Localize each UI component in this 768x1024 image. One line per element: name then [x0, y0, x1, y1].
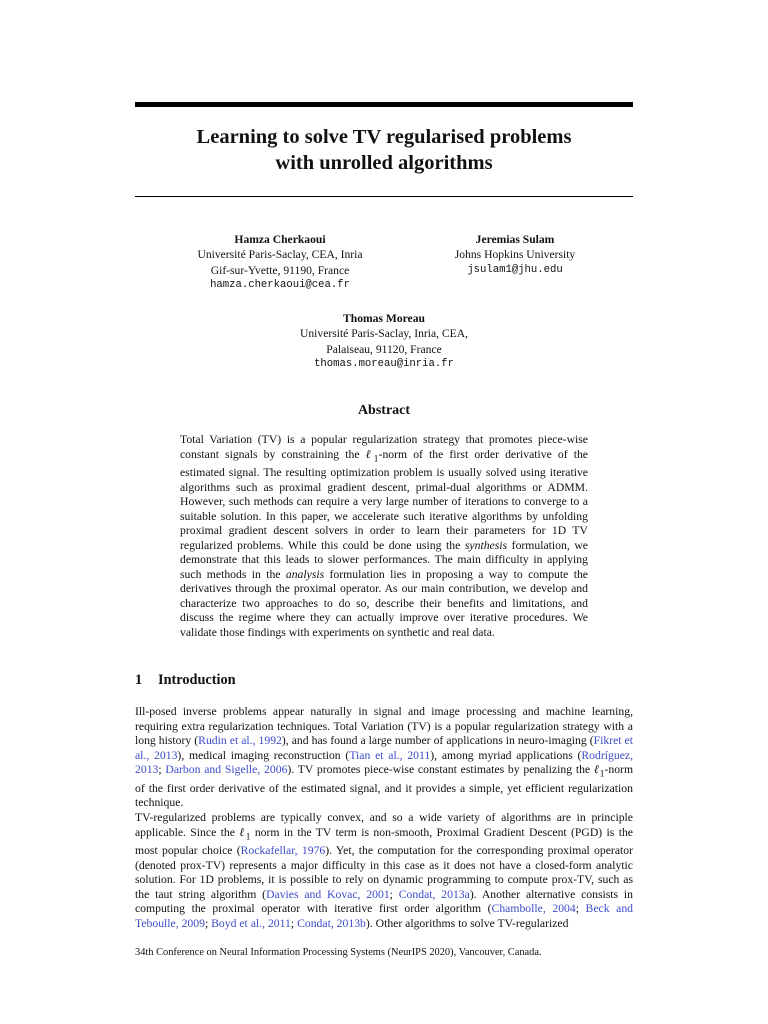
- ell-symbol: ℓ: [593, 763, 600, 776]
- author-name: Hamza Cherkaoui: [234, 233, 326, 246]
- author-email[interactable]: jsulam1@jhu.edu: [467, 263, 563, 276]
- citation-link[interactable]: Rudin et al., 1992: [198, 734, 282, 747]
- conference-footnote: 34th Conference on Neural Information Processing Systems (NeurIPS 2020), Vancouver, Canada.: [135, 947, 542, 958]
- author-name: Jeremias Sulam: [475, 233, 555, 246]
- emph-synthesis: synthesis: [464, 538, 508, 552]
- body-text: -norm of the first order derivative of the estimated signal, and it provides a simple, yet efficient regularization technique.: [135, 763, 634, 810]
- citation-author: Beck and Teboulle: [135, 902, 634, 930]
- abstract-text: Total Variation (TV) is a popular regularization strategy that promotes piece-wise constant signals by constraining the: [180, 433, 588, 461]
- citation-author: Darbon and Sigelle: [165, 763, 258, 776]
- citation-link[interactable]: Fikret et al., 2013: [135, 734, 633, 762]
- body-text: ). TV promotes piece-wise constant estimates by penalizing the: [287, 763, 594, 776]
- section-number: 1: [135, 672, 143, 688]
- intro-paragraph-2: TV-regularized problems are typically convex, and so a wide variety of algorithms are in principle applicable. Since the ℓ$_1$ norm in the TV term is non-smooth, Proximal Gradient Descent (PGD) is the most popular choice (Rockafellar, 1976). Yet, the computation for the corresponding proximal operator (denoted prox-TV) represents a major difficulty in this case as it does not have a closed-form analytic solution. For 1D problems, it is possible to rely on dynamic programming to compute prox-TV, such as the taut string algorithm (Davies and Kovac, 2001; Condat, 2013a). Another alternative consists in computing the proximal operator with iterative first order algorithm (Chambolle, 2004; Beck and Teboulle, 2009; Boyd et al., 2011; Condat, 2013b). Other algorithms to solve TV-regularized: [135, 811, 634, 930]
- citation-year: 2001: [366, 887, 390, 901]
- citation-year: 2011: [267, 916, 291, 930]
- citation-link[interactable]: Rodríguez, 2013: [135, 748, 633, 776]
- author-affiliation: Université Paris-Saclay, CEA, Inria: [197, 248, 363, 262]
- paper-title: [135, 124, 633, 176]
- author-affiliation: Université Paris-Saclay, Inria, CEA,: [300, 327, 468, 341]
- citation-link[interactable]: Boyd et al., 2011: [211, 916, 291, 930]
- emph-analysis: analysis: [285, 567, 325, 581]
- subscript: 1: [599, 768, 605, 780]
- citation-author: Rockafellar: [240, 844, 295, 858]
- citation-link[interactable]: Condat, 2013a: [398, 887, 470, 901]
- body-text: norm in the TV term is non-smooth, Proximal Gradient Descent (PGD) is the most popular choice (: [135, 825, 633, 858]
- body-text: ), among myriad applications (: [430, 748, 582, 762]
- body-text: ), medical imaging reconstruction (: [177, 748, 350, 762]
- abstract-text: formulation, we demonstrate that this leads to slower performances. The main difficulty in applying such methods in the: [180, 538, 588, 581]
- citation-year: 2013: [135, 763, 159, 776]
- citation-link[interactable]: Rockafellar, 1976: [240, 844, 326, 858]
- subscript: 1: [373, 452, 379, 464]
- author-address: Gif-sur-Yvette, 91190, France: [210, 263, 350, 277]
- ell-symbol: ℓ: [365, 447, 374, 461]
- citation-year: 2013b: [336, 916, 366, 930]
- citation-year: 2006: [264, 763, 288, 776]
- intro-paragraph-1: Ill-posed inverse problems appear naturally in signal and image processing and machine learning, requiring extra regularization techniques. Total Variation (TV) is a popular regularization strategy with a long history (Rudin et al., 1992), and has found a large number of applications in neuro-imaging (Fikret et al., 2013), medical imaging reconstruction (Tian et al., 2011), among myriad applications (Rodríguez, 2013; Darbon and Sigelle, 2006). TV promotes piece-wise constant estimates by penalizing the ℓ$_1$-norm of the first order derivative of the estimated signal, and it provides a simple, yet efficient regularization technique.: [135, 705, 634, 810]
- author-block-3: [234, 311, 534, 373]
- citation-year: 2004: [552, 902, 576, 916]
- citation-link[interactable]: Condat, 2013b: [297, 916, 366, 930]
- author-block-1: [180, 232, 380, 294]
- section-heading: [135, 672, 633, 689]
- ell-symbol: ℓ: [239, 825, 246, 839]
- body-text: ), and has found a large number of applications in neuro-imaging (: [281, 734, 594, 747]
- title-top-rule: [135, 102, 633, 107]
- abstract-body: [180, 433, 588, 640]
- citation-year: 1976: [301, 844, 326, 858]
- citation-author: Condat: [297, 916, 331, 930]
- body-text: ). Yet, the computation for the corresponding proximal operator (denoted prox-TV) represents a major difficulty in this case as it does not have a closed-form analytic solution. For 1D problems, it is possible to rely on dynamic programming to compute prox-TV, such as the taut string algorithm (: [135, 844, 633, 901]
- author-address: Palaiseau, 91120, France: [326, 342, 442, 356]
- body-text: Ill-posed inverse problems appear naturally in signal and image processing and machine learning, requiring extra regularization techniques. Total Variation (TV) is a popular regularization strategy with a long history (: [135, 705, 633, 747]
- citation-author: Davies and Kovac: [266, 887, 358, 901]
- citation-author: Tian et al.: [349, 748, 400, 762]
- title-line-2: with unrolled algorithms: [275, 152, 493, 174]
- citation-year: 2011: [407, 748, 431, 762]
- citation-year: 2009: [181, 916, 205, 930]
- body-text: TV-regularized problems are typically convex, and so a wide variety of algorithms are in principle applicable. Since the: [135, 811, 633, 839]
- abstract-text: -norm of the first order derivative of the estimated signal. The resulting optimization problem is usually solved using iterative algorithms such as proximal gradient descent, primal-dual algorithms or ADMM. However, such methods can require a very large number of iterations to converge to a suitable solution. In this paper, we accelerate such iterative algorithms by unfolding proximal gradient descent solvers in order to learn their parameters for 1D TV regularized problems. While this could be done using the: [180, 447, 588, 552]
- author-affiliation: Johns Hopkins University: [454, 248, 576, 262]
- author-email[interactable]: hamza.cherkaoui@cea.fr: [210, 279, 350, 292]
- citation-author: Rudin et al.: [198, 734, 253, 747]
- citation-author: Rodríguez: [581, 748, 631, 762]
- citation-link[interactable]: Beck and Teboulle, 2009: [135, 902, 634, 930]
- citation-link[interactable]: Darbon and Sigelle, 2006: [165, 763, 288, 776]
- body-text: ). Other algorithms to solve TV-regularized: [365, 916, 569, 930]
- citation-link[interactable]: Davies and Kovac, 2001: [266, 887, 390, 901]
- citation-author: Condat: [398, 887, 433, 901]
- citation-author: Chambolle: [491, 902, 543, 916]
- section-title: Introduction: [158, 672, 236, 688]
- citation-year: 2013: [154, 748, 178, 762]
- citation-link[interactable]: Chambolle, 2004: [491, 902, 576, 916]
- title-line-1: Learning to solve TV regularised problems: [196, 126, 572, 148]
- citation-author: Boyd et al.: [211, 916, 263, 930]
- title-bottom-rule: [135, 196, 633, 197]
- citation-year: 2013a: [441, 887, 470, 901]
- author-block-2: [415, 232, 615, 278]
- citation-author: Fikret et al.: [135, 734, 633, 762]
- subscript: 1: [245, 830, 251, 842]
- body-text: ). Another alternative consists in computing the proximal operator with iterative first order algorithm (: [135, 887, 634, 916]
- abstract-heading: Abstract: [357, 403, 411, 418]
- abstract-text: formulation lies in proposing a way to compute the derivatives through the proximal operator. As our main contribution, we develop and characterize two approaches to do so, describe their benefits and limitations, and discuss the regime where they can actually improve over iterative procedures. We validate those findings with experiments on synthetic and real data.: [180, 567, 588, 639]
- citation-link[interactable]: Tian et al., 2011: [349, 748, 431, 762]
- author-email[interactable]: thomas.moreau@inria.fr: [314, 358, 454, 371]
- citation-year: 1992: [258, 734, 282, 747]
- author-name: Thomas Moreau: [343, 312, 425, 325]
